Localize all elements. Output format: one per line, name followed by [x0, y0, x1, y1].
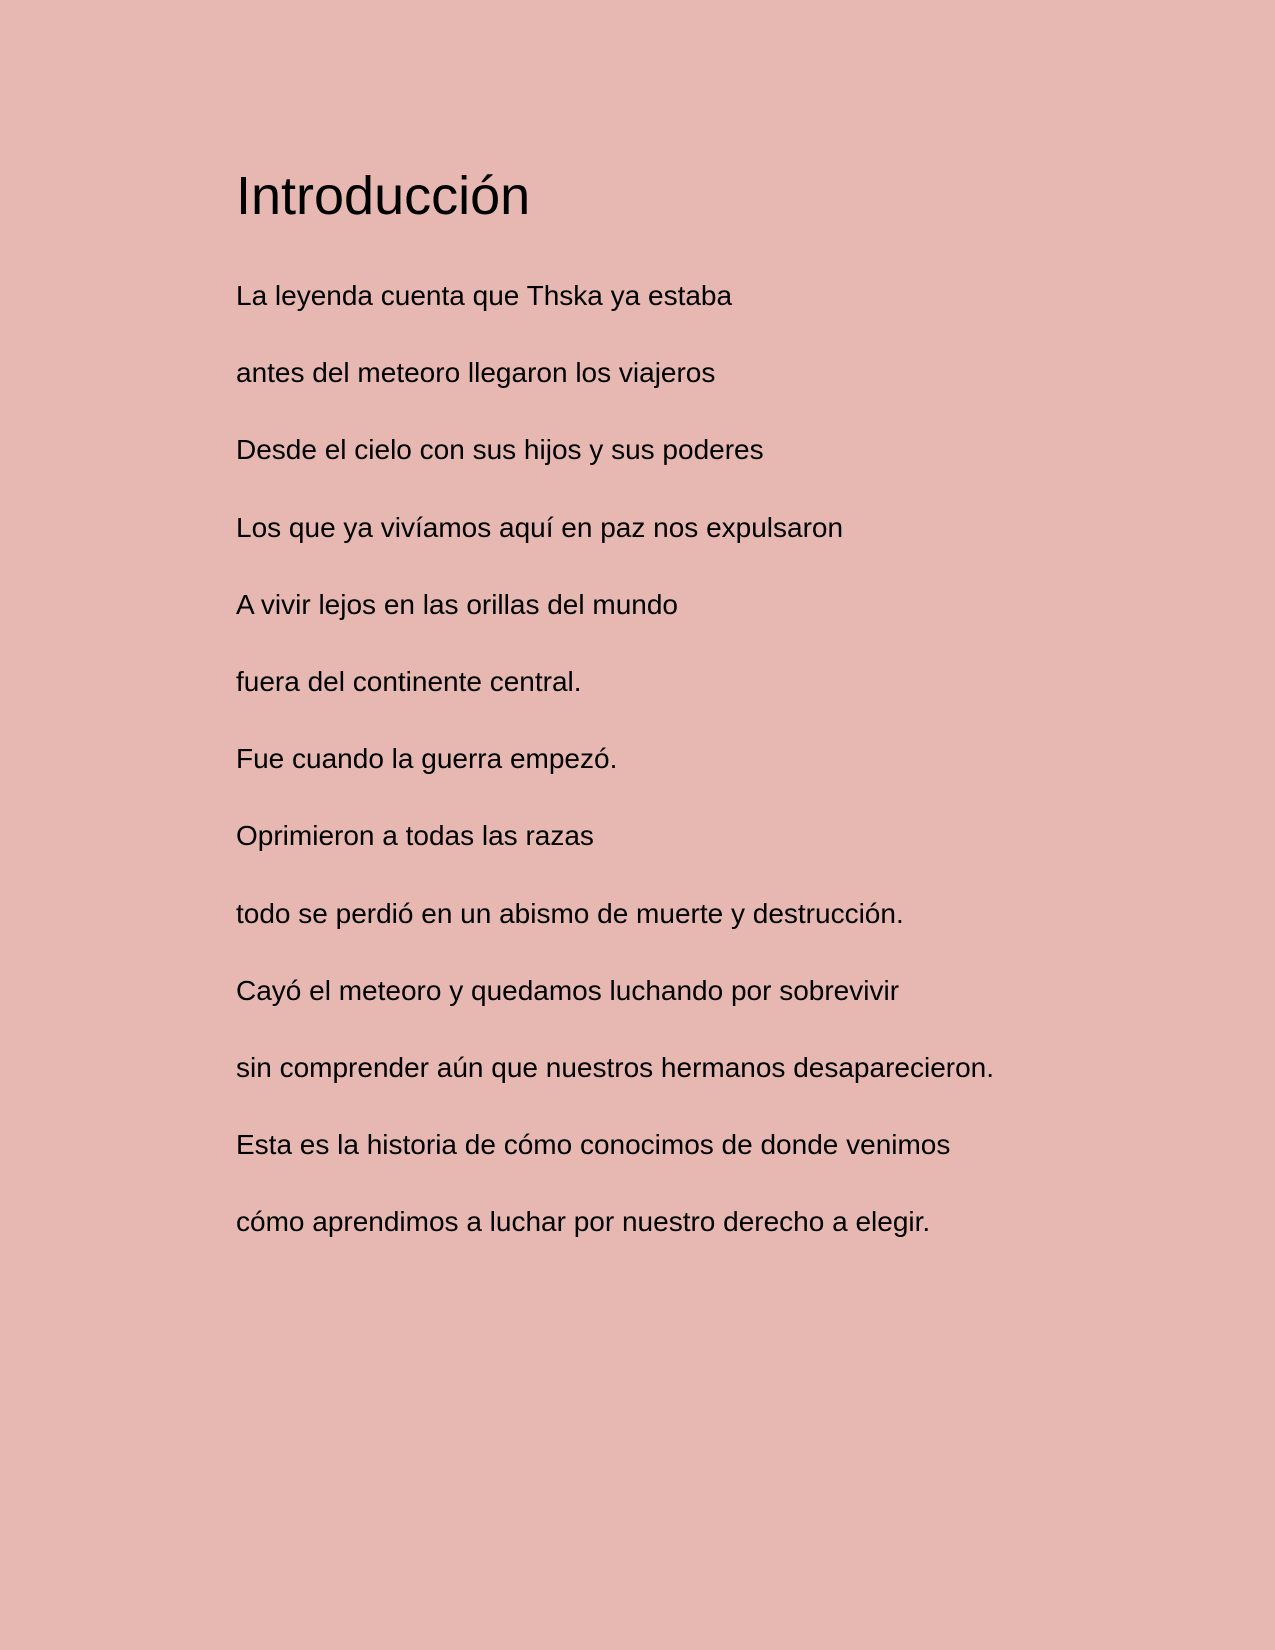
poem-line: sin comprender aún que nuestros hermanos desaparecieron.	[236, 1051, 995, 1083]
poem-line: Fue cuando la guerra empezó.	[236, 743, 618, 775]
poem-line: antes del meteoro llegaron los viajeros	[236, 357, 716, 389]
poem-line: cómo aprendimos a luchar por nuestro derecho a elegir.	[236, 1206, 931, 1238]
poem-line: La leyenda cuenta que Thska ya estaba	[236, 280, 733, 311]
poem-line: todo se perdió en un abismo de muerte y destrucción.	[236, 897, 904, 929]
poem-line: Esta es la historia de cómo conocimos de donde venimos	[236, 1129, 951, 1161]
page-title: Introducción	[236, 166, 531, 226]
poem-line: fuera del continente central.	[236, 665, 582, 697]
poem-body	[236, 276, 994, 1279]
poem-line: Desde el cielo con sus hijos y sus poderes	[236, 434, 764, 466]
poem-line: Cayó el meteoro y quedamos luchando por sobrevivir	[236, 974, 900, 1006]
poem-line: Oprimieron a todas las razas	[236, 820, 594, 852]
poem-line: Los que ya vivíamos aquí en paz nos expulsaron	[236, 511, 844, 543]
poem-line: A vivir lejos en las orillas del mundo	[236, 588, 678, 620]
